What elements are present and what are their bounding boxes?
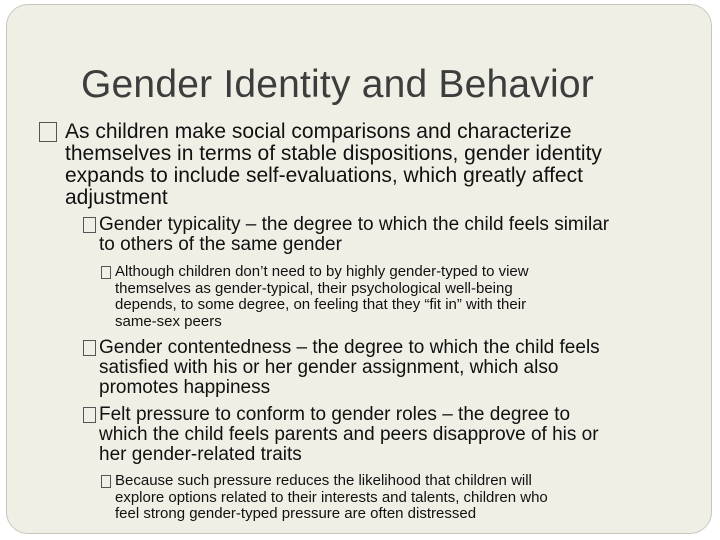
bullet-box-icon <box>83 407 96 423</box>
bullet-text: Gender contentedness – the degree to which the child feels satisfied with his or her gender assignment, which also promotes happiness <box>99 337 600 398</box>
bullet-text: Gender typicality – the degree to which the child feels similar to others of the same gender <box>99 214 610 255</box>
bullet-text: Because such pressure reduces the likelihood that children will explore options related to their interests and talents, children who feel strong gender-typed pressure are often distressed <box>115 472 548 522</box>
bullet-box-icon <box>39 122 57 142</box>
bullet-box-icon <box>101 475 111 488</box>
bullet-box-icon <box>101 266 111 279</box>
bullet-gender-typicality <box>83 215 693 255</box>
bullet-text: Felt pressure to conform to gender roles – the degree to which the child feels parents and peers disapprove of his or her gender-related traits <box>99 404 599 465</box>
bullet-text: Although children don’t need to by highly gender-typed to view themselves as gender-typical, their psychological well-being depends, to some degree, on feeling that they “fit in” with their same-sex peers <box>115 263 529 330</box>
bullet-pressure-detail <box>101 473 691 523</box>
bullet-box-icon <box>83 217 96 233</box>
slide <box>6 4 712 534</box>
bullet-main <box>39 121 689 209</box>
bullet-gender-contentedness <box>83 338 693 398</box>
slide-title: Gender Identity and Behavior <box>81 63 594 106</box>
bullet-text: As children make social comparisons and characterize themselves in terms of stable dispositions, gender identity expands to include self-evaluations, which greatly affect adjustment <box>65 120 602 209</box>
bullet-felt-pressure <box>83 405 693 465</box>
bullet-box-icon <box>83 340 96 356</box>
bullet-typicality-detail <box>101 264 681 330</box>
